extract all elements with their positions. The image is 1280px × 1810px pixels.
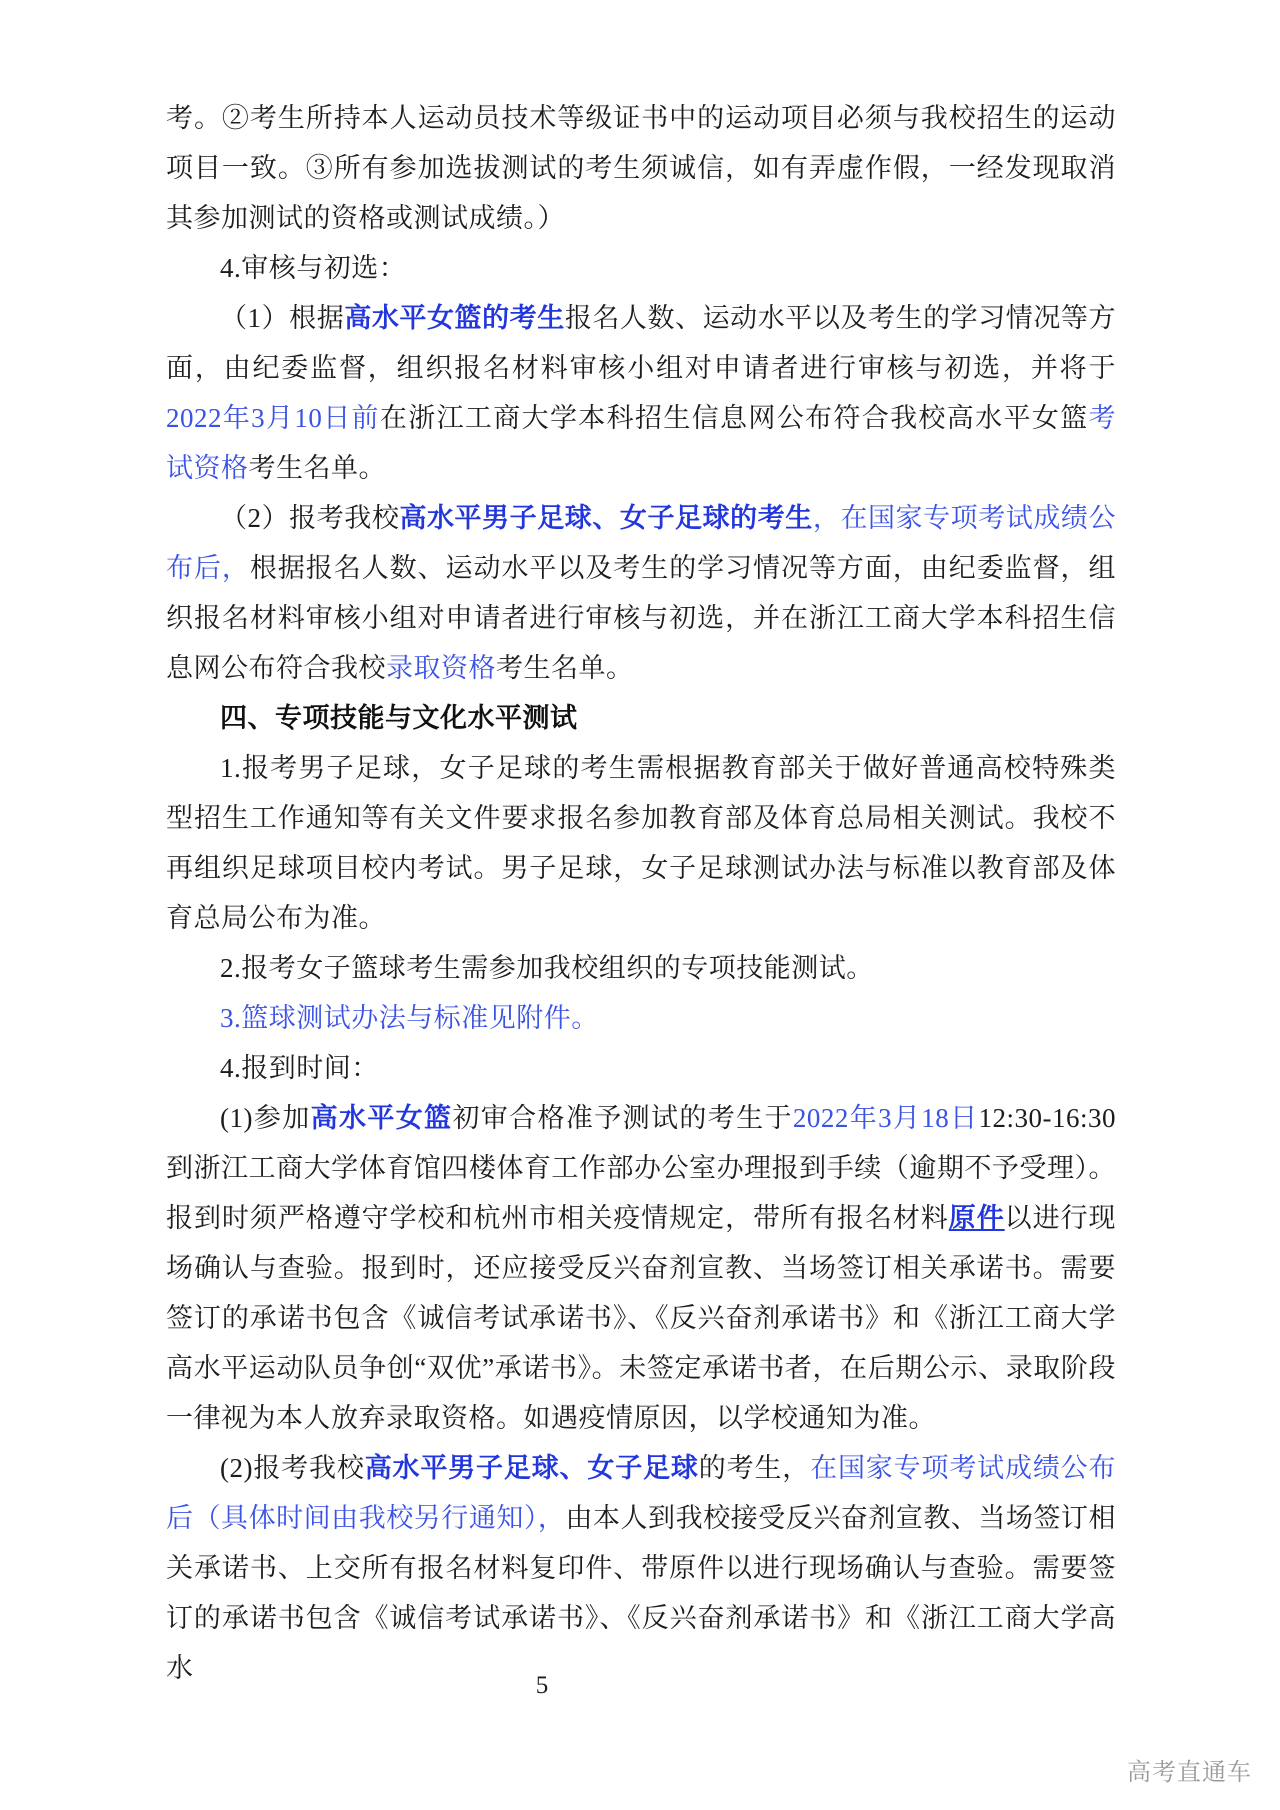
text-segment: 2.报考女子篮球考生需参加我校组织的专项技能测试。 xyxy=(220,953,874,983)
section-heading xyxy=(166,693,1116,743)
text-segment: 高水平女篮的考生 xyxy=(344,303,565,333)
paragraph xyxy=(166,943,1116,993)
text-segment: 考试资格 xyxy=(166,403,1116,483)
text-segment: 考。②考生所持本人运动员技术等级证书中的运动项目必须与我校招生的运动项目一致。③所有参加选拔测试的考生须诚信，如有弄虚作假，一经发现取消其参加测试的资格或测试成绩。） xyxy=(166,103,1116,233)
text-segment: 2022年3月18日 xyxy=(792,1103,979,1133)
text-segment: 在国家专项考试成绩公布后， xyxy=(166,503,1116,583)
text-segment: 在国家专项考试成绩公布后（具体时间由我校另行通知）， xyxy=(166,1453,1117,1533)
text-segment: 高水平女篮 xyxy=(310,1103,453,1133)
text-segment: 四、专项技能与文化水平测试 xyxy=(220,703,578,733)
text-segment: ， xyxy=(812,503,841,533)
text-segment: 的考生， xyxy=(698,1453,811,1483)
text-segment: 12:30-16:30到浙江工商大学体育馆四楼体育工作部办公室办理报到手续（逾期不予受理）。报到时须严格遵守学校和杭州市相关疫情规定，带所有报名材料 xyxy=(166,1103,1117,1233)
paragraph xyxy=(166,1043,1116,1093)
text-segment: 高水平男子足球、女子足球 xyxy=(364,1453,699,1483)
text-segment: (2)报考我校 xyxy=(220,1453,365,1483)
text-segment: 4.报到时间： xyxy=(220,1053,379,1083)
paragraph xyxy=(166,293,1116,493)
paragraph xyxy=(166,743,1116,943)
text-segment: 根据报名人数、运动水平以及考生的学习情况等方面，由纪委监督，组织报名材料审核小组对申请者进行审核与初选，并在浙江工商大学本科招生信息网公布符合我校 xyxy=(166,553,1117,683)
text-segment: 以进行现场确认与查验。报到时，还应接受反兴奋剂宣教、当场签订相关承诺书。需要签订的承诺书包含《诚信考试承诺书》、《反兴奋剂承诺书》和《浙江工商大学高水平运动队员争创“双优”承诺书》。未签定承诺书者，在后期公示、录取阶段一律视为本人放弃录取资格。如遇疫情原因，以学校通知为准。 xyxy=(166,1203,1117,1433)
paragraph xyxy=(166,493,1116,693)
text-segment: 1.报考男子足球，女子足球的考生需根据教育部关于做好普通高校特殊类型招生工作通知等有关文件要求报名参加教育部及体育总局相关测试。我校不再组织足球项目校内考试。男子足球，女子足球测试办法与标准以教育部及体育总局公布为准。 xyxy=(166,753,1116,933)
text-segment: 原件 xyxy=(948,1203,1005,1233)
text-segment: (1)参加 xyxy=(220,1103,311,1133)
text-segment: 在浙江工商大学本科招生信息网公布符合我校高水平女篮 xyxy=(379,403,1089,433)
text-segment: 2022年3月10日前 xyxy=(166,403,380,433)
text-segment: 考生名单。 xyxy=(496,653,634,683)
document-body xyxy=(166,93,1116,1693)
text-segment: 初审合格准予测试的考生于 xyxy=(452,1103,793,1133)
watermark: 高考直通车 xyxy=(1127,1759,1252,1786)
text-segment: 报名人数、运动水平以及考生的学习情况等方面，由纪委监督，组织报名材料审核小组对申请者进行审核与初选，并将于 xyxy=(166,303,1116,383)
paragraph xyxy=(166,993,1116,1043)
text-segment: 3.篮球测试办法与标准见附件。 xyxy=(220,1003,599,1033)
text-segment: 高水平男子足球、女子足球的考生 xyxy=(399,503,813,533)
text-segment: 4.审核与初选： xyxy=(220,253,407,283)
text-segment: （1）根据 xyxy=(220,303,345,333)
text-segment: 由本人到我校接受反兴奋剂宣教、当场签订相关承诺书、上交所有报名材料复印件、带原件以进行现场确认与查验。需要签订的承诺书包含《诚信考试承诺书》、《反兴奋剂承诺书》和《浙江工商大学高水 xyxy=(166,1503,1117,1683)
paragraph xyxy=(166,1093,1116,1443)
page-number: 5 xyxy=(535,1672,549,1699)
text-segment: （2）报考我校 xyxy=(220,503,400,533)
paragraph xyxy=(166,243,1116,293)
text-segment: 录取资格 xyxy=(386,653,496,683)
paragraph xyxy=(166,93,1116,243)
text-segment: 考生名单。 xyxy=(248,453,386,483)
paragraph xyxy=(166,1443,1116,1693)
